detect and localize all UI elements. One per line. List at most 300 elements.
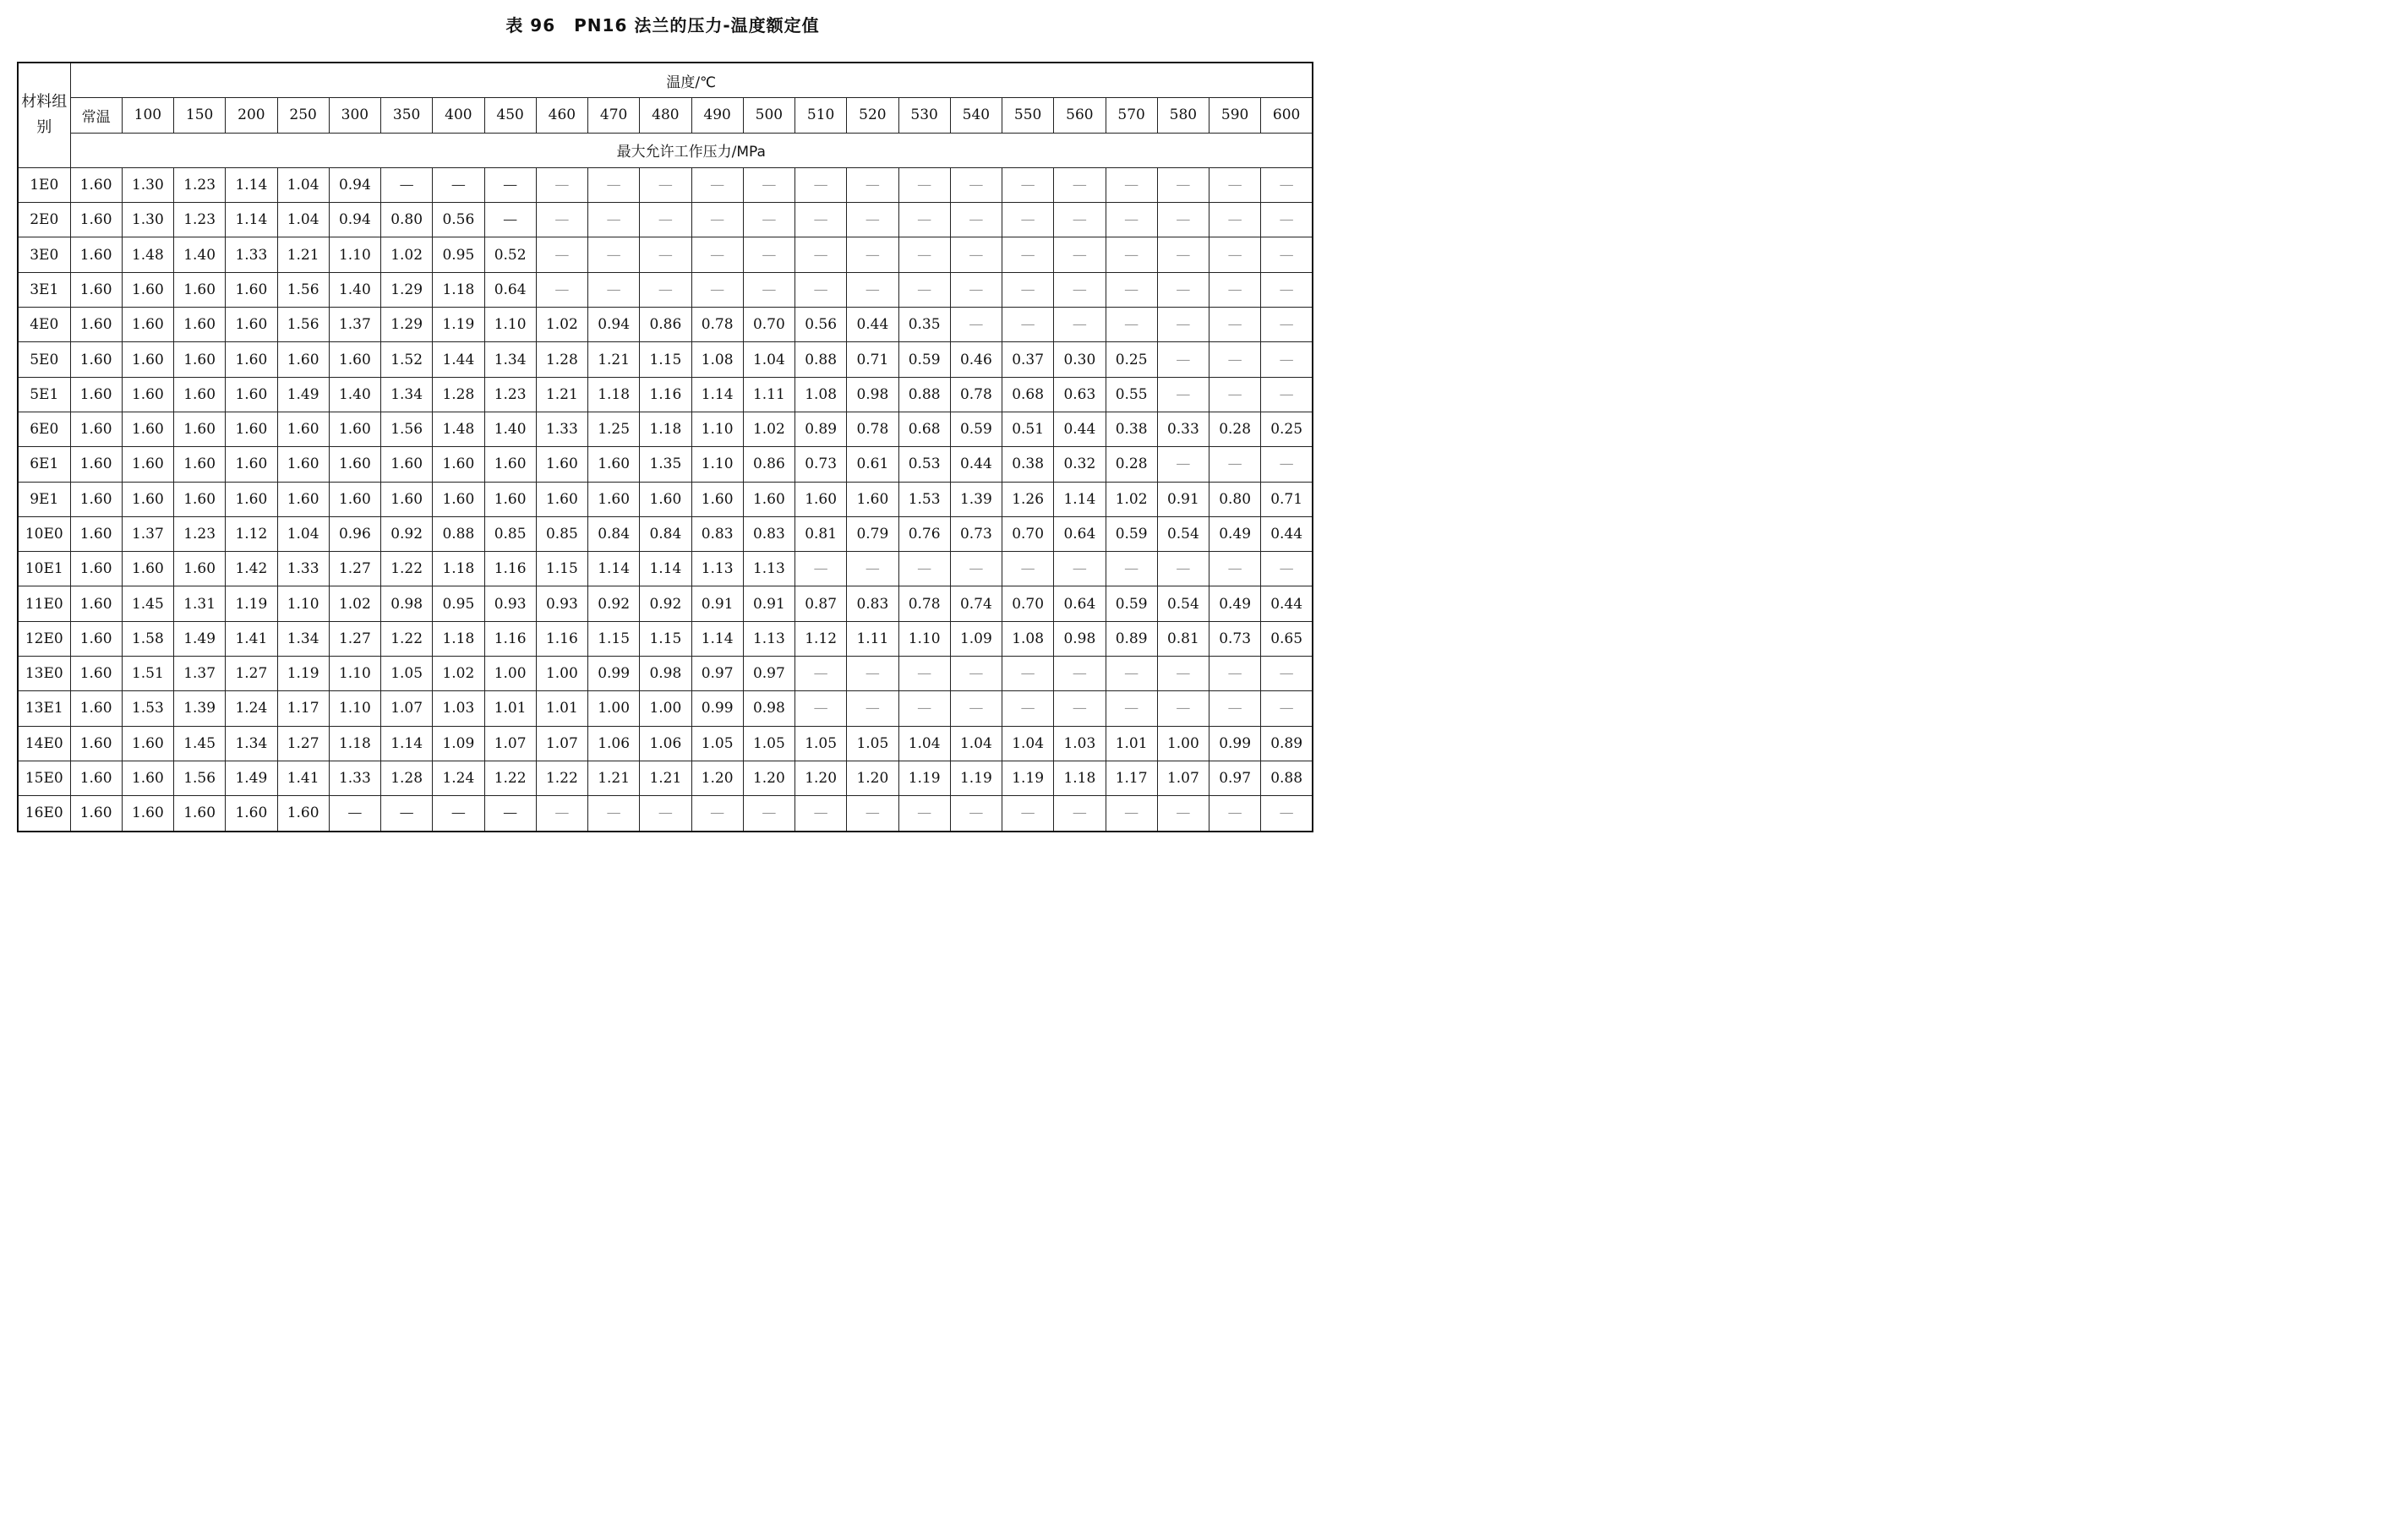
pressure-value-cell: — xyxy=(898,796,950,832)
pressure-value-cell: 0.35 xyxy=(898,308,950,342)
pressure-value-cell: 1.02 xyxy=(329,586,380,621)
pressure-value-cell: — xyxy=(1054,657,1106,691)
pressure-value-cell: 1.40 xyxy=(174,237,226,272)
pressure-value-cell: 1.60 xyxy=(174,272,226,307)
temperature-cell: 300 xyxy=(329,98,380,133)
temperature-cell: 250 xyxy=(277,98,329,133)
pressure-value-cell: — xyxy=(950,796,1002,832)
pressure-value-cell: 0.64 xyxy=(484,272,536,307)
pressure-value-cell: 0.85 xyxy=(484,516,536,551)
pressure-value-cell: — xyxy=(1054,272,1106,307)
pressure-value-cell: 1.12 xyxy=(226,516,277,551)
pressure-value-cell: 1.12 xyxy=(795,621,847,656)
pressure-value-cell: 1.10 xyxy=(329,691,380,726)
pressure-value-cell: 0.56 xyxy=(795,308,847,342)
material-group-cell: 5E0 xyxy=(18,342,70,377)
pressure-value-cell: 1.40 xyxy=(484,412,536,446)
pressure-value-cell: 1.21 xyxy=(536,377,587,412)
pressure-value-cell: 1.60 xyxy=(329,482,380,516)
pressure-value-cell: 0.80 xyxy=(1209,482,1261,516)
material-group-cell: 6E1 xyxy=(18,447,70,482)
pressure-value-cell: — xyxy=(433,796,484,832)
pressure-value-cell: 0.70 xyxy=(1002,516,1054,551)
table-row xyxy=(18,726,1313,761)
pressure-value-cell: 1.20 xyxy=(795,761,847,795)
pressure-value-cell: 1.60 xyxy=(226,412,277,446)
pressure-value-cell: 1.53 xyxy=(898,482,950,516)
pressure-value-cell: 1.16 xyxy=(536,621,587,656)
pressure-value-cell: — xyxy=(1209,203,1261,237)
material-group-cell: 10E1 xyxy=(18,552,70,586)
pressure-value-cell: 1.60 xyxy=(70,691,122,726)
pressure-value-cell: — xyxy=(1157,657,1209,691)
pressure-value-cell: — xyxy=(1054,167,1106,202)
pressure-value-cell: 0.70 xyxy=(743,308,794,342)
pressure-value-cell: 1.34 xyxy=(484,342,536,377)
pressure-value-cell: 1.60 xyxy=(70,657,122,691)
pressure-value-cell: 0.38 xyxy=(1002,447,1054,482)
pressure-value-cell: 0.78 xyxy=(950,377,1002,412)
pressure-value-cell: 0.88 xyxy=(898,377,950,412)
pressure-value-cell: 1.60 xyxy=(433,482,484,516)
pressure-value-cell: 1.24 xyxy=(433,761,484,795)
pressure-value-cell: — xyxy=(1106,552,1157,586)
temperature-cell: 500 xyxy=(743,98,794,133)
table-body xyxy=(18,167,1313,831)
pressure-value-cell: 0.64 xyxy=(1054,586,1106,621)
pressure-value-cell: 1.52 xyxy=(381,342,433,377)
pressure-value-cell: 1.05 xyxy=(795,726,847,761)
pressure-value-cell: 1.21 xyxy=(277,237,329,272)
pressure-value-cell: 1.37 xyxy=(122,516,173,551)
pressure-value-cell: 1.03 xyxy=(1054,726,1106,761)
pressure-value-cell: 0.44 xyxy=(1054,412,1106,446)
pressure-value-cell: 1.00 xyxy=(536,657,587,691)
pressure-value-cell: — xyxy=(640,272,691,307)
pressure-value-cell: 0.64 xyxy=(1054,516,1106,551)
pressure-value-cell: 1.07 xyxy=(536,726,587,761)
pressure-value-cell: 1.60 xyxy=(226,447,277,482)
pressure-temperature-table xyxy=(17,62,1313,832)
pressure-value-cell: 1.14 xyxy=(226,167,277,202)
pressure-value-cell: 0.85 xyxy=(536,516,587,551)
pressure-value-cell: 1.40 xyxy=(329,272,380,307)
material-group-cell: 9E1 xyxy=(18,482,70,516)
pressure-value-cell: 1.13 xyxy=(691,552,743,586)
pressure-value-cell: 1.60 xyxy=(70,167,122,202)
pressure-value-cell: 0.76 xyxy=(898,516,950,551)
pressure-value-cell: 1.60 xyxy=(484,482,536,516)
pressure-value-cell: — xyxy=(795,167,847,202)
material-group-cell: 13E1 xyxy=(18,691,70,726)
material-group-cell: 13E0 xyxy=(18,657,70,691)
pressure-value-cell: 1.34 xyxy=(277,621,329,656)
pressure-value-cell: — xyxy=(640,203,691,237)
pressure-value-cell: 1.60 xyxy=(70,586,122,621)
pressure-value-cell: 0.59 xyxy=(1106,586,1157,621)
pressure-value-cell: 1.51 xyxy=(122,657,173,691)
table-row xyxy=(18,272,1313,307)
pressure-value-cell: 0.83 xyxy=(847,586,898,621)
pressure-value-cell: 1.60 xyxy=(691,482,743,516)
temperature-cell: 550 xyxy=(1002,98,1054,133)
pressure-value-cell: 1.31 xyxy=(174,586,226,621)
pressure-value-cell: 1.60 xyxy=(70,342,122,377)
pressure-value-cell: 1.10 xyxy=(484,308,536,342)
pressure-value-cell: — xyxy=(1157,308,1209,342)
pressure-value-cell: 1.41 xyxy=(226,621,277,656)
pressure-value-cell: 1.07 xyxy=(381,691,433,726)
pressure-value-cell: 1.18 xyxy=(588,377,640,412)
pressure-value-cell: — xyxy=(1209,272,1261,307)
pressure-value-cell: — xyxy=(1054,691,1106,726)
pressure-value-cell: 1.00 xyxy=(1157,726,1209,761)
pressure-value-cell: 0.53 xyxy=(898,447,950,482)
pressure-value-cell: — xyxy=(1054,308,1106,342)
pressure-value-cell: 1.41 xyxy=(277,761,329,795)
pressure-value-cell: — xyxy=(1157,342,1209,377)
pressure-value-cell: — xyxy=(1054,552,1106,586)
pressure-value-cell: 1.60 xyxy=(70,377,122,412)
pressure-value-cell: 1.18 xyxy=(1054,761,1106,795)
pressure-value-cell: — xyxy=(743,203,794,237)
header-row-temperature xyxy=(18,63,1313,98)
pressure-value-cell: 1.17 xyxy=(277,691,329,726)
pressure-value-cell: — xyxy=(536,237,587,272)
header-row-pressure xyxy=(18,133,1313,167)
pressure-value-cell: 1.19 xyxy=(433,308,484,342)
pressure-value-cell: — xyxy=(433,167,484,202)
pressure-value-cell: — xyxy=(847,657,898,691)
table-title: PN16 法兰的压力-温度额定值 xyxy=(574,15,820,35)
pressure-value-cell: 1.28 xyxy=(433,377,484,412)
pressure-value-cell: — xyxy=(898,167,950,202)
pressure-value-cell: — xyxy=(588,203,640,237)
pressure-value-cell: 0.61 xyxy=(847,447,898,482)
pressure-value-cell: — xyxy=(795,272,847,307)
pressure-value-cell: 1.60 xyxy=(277,796,329,832)
pressure-value-cell: 1.60 xyxy=(122,796,173,832)
temperature-cell: 400 xyxy=(433,98,484,133)
material-group-cell: 2E0 xyxy=(18,203,70,237)
pressure-value-cell: 1.04 xyxy=(277,516,329,551)
pressure-value-cell: — xyxy=(1002,552,1054,586)
pressure-value-cell: 1.19 xyxy=(277,657,329,691)
temperature-cell: 490 xyxy=(691,98,743,133)
pressure-value-cell: 1.13 xyxy=(743,552,794,586)
pressure-value-cell: — xyxy=(1261,657,1313,691)
table-row xyxy=(18,621,1313,656)
pressure-value-cell: 1.60 xyxy=(174,447,226,482)
pressure-value-cell: — xyxy=(1209,237,1261,272)
pressure-value-cell: 1.60 xyxy=(122,447,173,482)
pressure-value-cell: 1.60 xyxy=(174,796,226,832)
pressure-value-cell: 0.73 xyxy=(950,516,1002,551)
temperature-cell: 200 xyxy=(226,98,277,133)
pressure-value-cell: — xyxy=(536,272,587,307)
pressure-value-cell: 1.33 xyxy=(226,237,277,272)
pressure-value-cell: 1.33 xyxy=(536,412,587,446)
pressure-value-cell: 1.53 xyxy=(122,691,173,726)
pressure-value-cell: 0.95 xyxy=(433,586,484,621)
pressure-value-cell: 1.22 xyxy=(484,761,536,795)
pressure-value-cell: — xyxy=(1002,657,1054,691)
pressure-value-cell: 1.60 xyxy=(640,482,691,516)
pressure-value-cell: 0.33 xyxy=(1157,412,1209,446)
pressure-value-cell: — xyxy=(1002,203,1054,237)
pressure-value-cell: 1.60 xyxy=(122,272,173,307)
pressure-header: 最大允许工作压力/MPa xyxy=(70,133,1313,167)
pressure-value-cell: 1.60 xyxy=(70,621,122,656)
pressure-value-cell: 0.97 xyxy=(1209,761,1261,795)
pressure-value-cell: 0.92 xyxy=(381,516,433,551)
pressure-value-cell: 1.35 xyxy=(640,447,691,482)
pressure-value-cell: 0.71 xyxy=(1261,482,1313,516)
pressure-value-cell: 0.99 xyxy=(691,691,743,726)
table-row xyxy=(18,657,1313,691)
pressure-value-cell: 1.60 xyxy=(329,342,380,377)
pressure-value-cell: 1.15 xyxy=(536,552,587,586)
pressure-value-cell: — xyxy=(588,237,640,272)
pressure-value-cell: 1.11 xyxy=(743,377,794,412)
pressure-value-cell: — xyxy=(1002,237,1054,272)
pressure-value-cell: 0.63 xyxy=(1054,377,1106,412)
pressure-value-cell: 0.51 xyxy=(1002,412,1054,446)
pressure-value-cell: 1.28 xyxy=(536,342,587,377)
pressure-value-cell: — xyxy=(795,552,847,586)
pressure-value-cell: — xyxy=(1261,237,1313,272)
pressure-value-cell: — xyxy=(898,203,950,237)
pressure-value-cell: 1.18 xyxy=(433,272,484,307)
pressure-value-cell: — xyxy=(795,237,847,272)
pressure-value-cell: 1.04 xyxy=(898,726,950,761)
pressure-value-cell: 0.59 xyxy=(950,412,1002,446)
pressure-value-cell: 0.84 xyxy=(640,516,691,551)
pressure-value-cell: 1.15 xyxy=(640,621,691,656)
pressure-value-cell: 1.22 xyxy=(381,552,433,586)
pressure-value-cell: 1.02 xyxy=(433,657,484,691)
pressure-value-cell: 1.60 xyxy=(226,482,277,516)
pressure-value-cell: — xyxy=(691,237,743,272)
pressure-value-cell: 0.71 xyxy=(847,342,898,377)
pressure-value-cell: 1.60 xyxy=(226,342,277,377)
temperature-cell: 470 xyxy=(588,98,640,133)
pressure-value-cell: 1.00 xyxy=(588,691,640,726)
pressure-value-cell: 0.99 xyxy=(1209,726,1261,761)
pressure-value-cell: 1.60 xyxy=(70,726,122,761)
pressure-value-cell: 1.60 xyxy=(122,482,173,516)
pressure-value-cell: — xyxy=(536,796,587,832)
pressure-value-cell: 1.08 xyxy=(795,377,847,412)
pressure-value-cell: 0.92 xyxy=(588,586,640,621)
material-group-cell: 3E0 xyxy=(18,237,70,272)
temperature-header: 温度/℃ xyxy=(70,63,1313,98)
pressure-value-cell: 1.60 xyxy=(174,552,226,586)
pressure-value-cell: — xyxy=(950,308,1002,342)
pressure-value-cell: 1.15 xyxy=(588,621,640,656)
pressure-value-cell: — xyxy=(1261,796,1313,832)
pressure-value-cell: 1.60 xyxy=(588,482,640,516)
pressure-value-cell: — xyxy=(1106,657,1157,691)
pressure-value-cell: 1.09 xyxy=(433,726,484,761)
pressure-value-cell: — xyxy=(1157,796,1209,832)
pressure-value-cell: 0.28 xyxy=(1106,447,1157,482)
pressure-value-cell: 1.60 xyxy=(70,203,122,237)
pressure-value-cell: 1.02 xyxy=(1106,482,1157,516)
temperature-cell: 350 xyxy=(381,98,433,133)
pressure-value-cell: 0.44 xyxy=(950,447,1002,482)
pressure-value-cell: 0.91 xyxy=(691,586,743,621)
pressure-value-cell: 1.10 xyxy=(691,447,743,482)
pressure-value-cell: 1.16 xyxy=(484,552,536,586)
pressure-value-cell: — xyxy=(588,796,640,832)
pressure-value-cell: 1.49 xyxy=(277,377,329,412)
pressure-value-cell: 1.22 xyxy=(536,761,587,795)
pressure-value-cell: — xyxy=(1261,447,1313,482)
pressure-value-cell: 1.09 xyxy=(950,621,1002,656)
pressure-value-cell: 0.98 xyxy=(1054,621,1106,656)
pressure-value-cell: 1.60 xyxy=(70,516,122,551)
pressure-value-cell: 1.19 xyxy=(1002,761,1054,795)
pressure-value-cell: — xyxy=(1106,308,1157,342)
pressure-value-cell: 0.28 xyxy=(1209,412,1261,446)
table-row xyxy=(18,377,1313,412)
pressure-value-cell: 1.26 xyxy=(1002,482,1054,516)
temperature-cell: 100 xyxy=(122,98,173,133)
pressure-value-cell: 1.60 xyxy=(277,482,329,516)
pressure-value-cell: — xyxy=(1054,796,1106,832)
table-header xyxy=(18,63,1313,167)
pressure-value-cell: — xyxy=(691,796,743,832)
pressure-value-cell: 1.60 xyxy=(174,482,226,516)
temperature-cell: 570 xyxy=(1106,98,1157,133)
pressure-value-cell: 1.60 xyxy=(277,447,329,482)
pressure-value-cell: 1.13 xyxy=(743,621,794,656)
table-row xyxy=(18,308,1313,342)
pressure-value-cell: 1.60 xyxy=(743,482,794,516)
pressure-value-cell: 1.60 xyxy=(536,482,587,516)
pressure-value-cell: — xyxy=(1054,237,1106,272)
table-number: 表 96 xyxy=(505,15,556,35)
pressure-value-cell: 1.42 xyxy=(226,552,277,586)
pressure-value-cell: 1.60 xyxy=(122,308,173,342)
pressure-value-cell: — xyxy=(950,691,1002,726)
pressure-value-cell: — xyxy=(847,796,898,832)
pressure-value-cell: 0.78 xyxy=(691,308,743,342)
temperature-cell: 600 xyxy=(1261,98,1313,133)
pressure-value-cell: 1.23 xyxy=(484,377,536,412)
pressure-value-cell: — xyxy=(1106,272,1157,307)
pressure-value-cell: 1.14 xyxy=(381,726,433,761)
pressure-value-cell: 1.48 xyxy=(122,237,173,272)
pressure-value-cell: 1.60 xyxy=(795,482,847,516)
pressure-value-cell: 1.10 xyxy=(329,237,380,272)
pressure-value-cell: — xyxy=(588,167,640,202)
table-row xyxy=(18,447,1313,482)
pressure-value-cell: 0.98 xyxy=(847,377,898,412)
pressure-value-cell: 1.05 xyxy=(743,726,794,761)
table-row xyxy=(18,167,1313,202)
pressure-value-cell: 1.14 xyxy=(691,621,743,656)
pressure-value-cell: — xyxy=(381,167,433,202)
pressure-value-cell: 1.60 xyxy=(277,412,329,446)
pressure-value-cell: 1.16 xyxy=(640,377,691,412)
pressure-value-cell: 0.44 xyxy=(1261,586,1313,621)
temperature-cell: 450 xyxy=(484,98,536,133)
pressure-value-cell: 1.10 xyxy=(329,657,380,691)
pressure-value-cell: 0.55 xyxy=(1106,377,1157,412)
pressure-value-cell: 1.34 xyxy=(381,377,433,412)
pressure-value-cell: — xyxy=(898,691,950,726)
temperature-cell: 150 xyxy=(174,98,226,133)
pressure-value-cell: 0.92 xyxy=(640,586,691,621)
temperature-cell: 480 xyxy=(640,98,691,133)
pressure-value-cell: 1.14 xyxy=(588,552,640,586)
pressure-value-cell: — xyxy=(847,237,898,272)
pressure-value-cell: — xyxy=(795,691,847,726)
pressure-value-cell: 1.60 xyxy=(122,342,173,377)
pressure-value-cell: 1.07 xyxy=(484,726,536,761)
pressure-value-cell: — xyxy=(743,237,794,272)
pressure-value-cell: — xyxy=(743,272,794,307)
pressure-value-cell: 1.30 xyxy=(122,203,173,237)
pressure-value-cell: 0.68 xyxy=(898,412,950,446)
pressure-value-cell: 1.27 xyxy=(277,726,329,761)
pressure-value-cell: 0.89 xyxy=(795,412,847,446)
pressure-value-cell: 1.19 xyxy=(950,761,1002,795)
material-group-cell: 1E0 xyxy=(18,167,70,202)
pressure-value-cell: — xyxy=(1002,272,1054,307)
pressure-value-cell: 1.60 xyxy=(122,412,173,446)
pressure-value-cell: 1.60 xyxy=(70,482,122,516)
pressure-value-cell: 0.86 xyxy=(640,308,691,342)
pressure-value-cell: — xyxy=(795,657,847,691)
pressure-value-cell: 1.37 xyxy=(329,308,380,342)
pressure-value-cell: 1.04 xyxy=(950,726,1002,761)
table-row xyxy=(18,516,1313,551)
pressure-value-cell: 0.98 xyxy=(381,586,433,621)
pressure-value-cell: 0.37 xyxy=(1002,342,1054,377)
table-row xyxy=(18,203,1313,237)
pressure-value-cell: 0.32 xyxy=(1054,447,1106,482)
pressure-value-cell: 0.94 xyxy=(329,203,380,237)
pressure-value-cell: 1.01 xyxy=(536,691,587,726)
pressure-value-cell: 0.49 xyxy=(1209,586,1261,621)
pressure-value-cell: 1.60 xyxy=(174,412,226,446)
pressure-value-cell: 0.59 xyxy=(1106,516,1157,551)
pressure-value-cell: 1.60 xyxy=(70,412,122,446)
pressure-value-cell: 0.65 xyxy=(1261,621,1313,656)
pressure-value-cell: 1.16 xyxy=(484,621,536,656)
pressure-value-cell: 0.96 xyxy=(329,516,380,551)
pressure-value-cell: 0.89 xyxy=(1106,621,1157,656)
pressure-value-cell: — xyxy=(795,203,847,237)
pressure-value-cell: 1.14 xyxy=(1054,482,1106,516)
pressure-value-cell: — xyxy=(1209,342,1261,377)
pressure-value-cell: 0.88 xyxy=(433,516,484,551)
pressure-value-cell: 0.81 xyxy=(795,516,847,551)
table-row xyxy=(18,586,1313,621)
pressure-value-cell: 1.37 xyxy=(174,657,226,691)
table-row xyxy=(18,482,1313,516)
pressure-value-cell: 0.84 xyxy=(588,516,640,551)
pressure-value-cell: 0.97 xyxy=(743,657,794,691)
material-group-cell: 3E1 xyxy=(18,272,70,307)
pressure-value-cell: 1.14 xyxy=(640,552,691,586)
table-row xyxy=(18,342,1313,377)
pressure-value-cell: 0.25 xyxy=(1261,412,1313,446)
pressure-value-cell: 1.30 xyxy=(122,167,173,202)
